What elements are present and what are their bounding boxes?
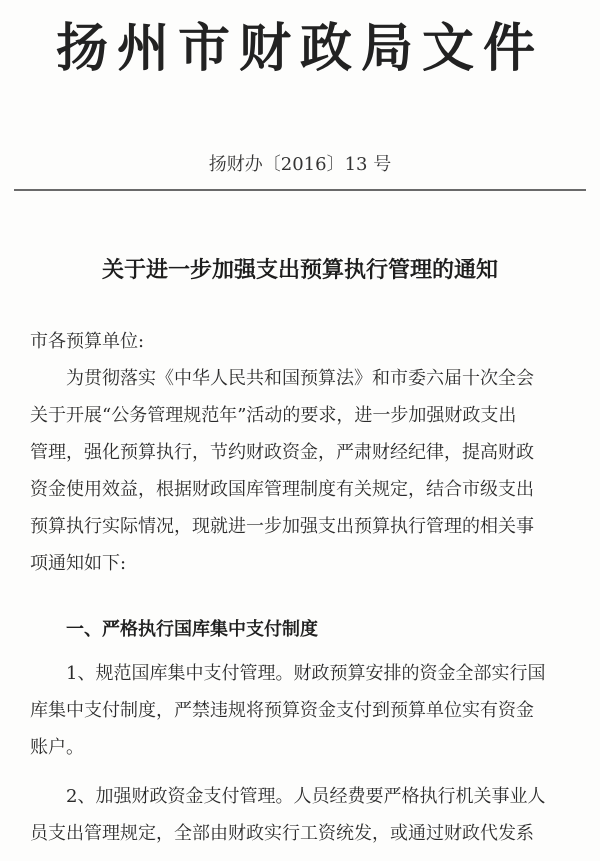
paragraph-line: 资金使用效益，根据财政国库管理制度有关规定，结合市级支出 bbox=[30, 479, 534, 500]
item-1-line: 1、规范国库集中支付管理。财政预算安排的资金全部实行国 bbox=[66, 663, 546, 684]
item-2-line: 2、加强财政资金支付管理。人员经费要严格执行机关事业人 bbox=[66, 786, 546, 807]
document-header-title: 扬州市财政局文件 bbox=[55, 18, 544, 79]
paragraph-line: 管理，强化预算执行，节约财政资金，严肃财经纪律，提高财政 bbox=[30, 442, 534, 463]
item-2-line: 员支出管理规定，全部由财政实行工资统发，或通过财政代发系 bbox=[30, 823, 534, 844]
paragraph-line: 为贯彻落实《中华人民共和国预算法》和市委六届十次全会 bbox=[66, 368, 534, 389]
document-number: 扬财办〔2016〕13 号 bbox=[208, 154, 392, 175]
notice-title: 关于进一步加强支出预算执行管理的通知 bbox=[101, 257, 498, 283]
paragraph-line: 项通知如下: bbox=[30, 553, 127, 574]
item-1-line: 库集中支付制度，严禁违规将预算资金支付到预算单位实有资金 bbox=[30, 700, 534, 721]
header-divider bbox=[14, 189, 586, 191]
paragraph-line: 预算执行实际情况，现就进一步加强支出预算执行管理的相关事 bbox=[30, 516, 534, 537]
paragraph-line: 关于开展“公务管理规范年”活动的要求，进一步加强财政支出 bbox=[30, 405, 517, 426]
salutation: 市各预算单位: bbox=[30, 331, 145, 352]
item-1-line: 账户。 bbox=[30, 737, 84, 758]
section-heading: 一、严格执行国库集中支付制度 bbox=[66, 619, 318, 640]
